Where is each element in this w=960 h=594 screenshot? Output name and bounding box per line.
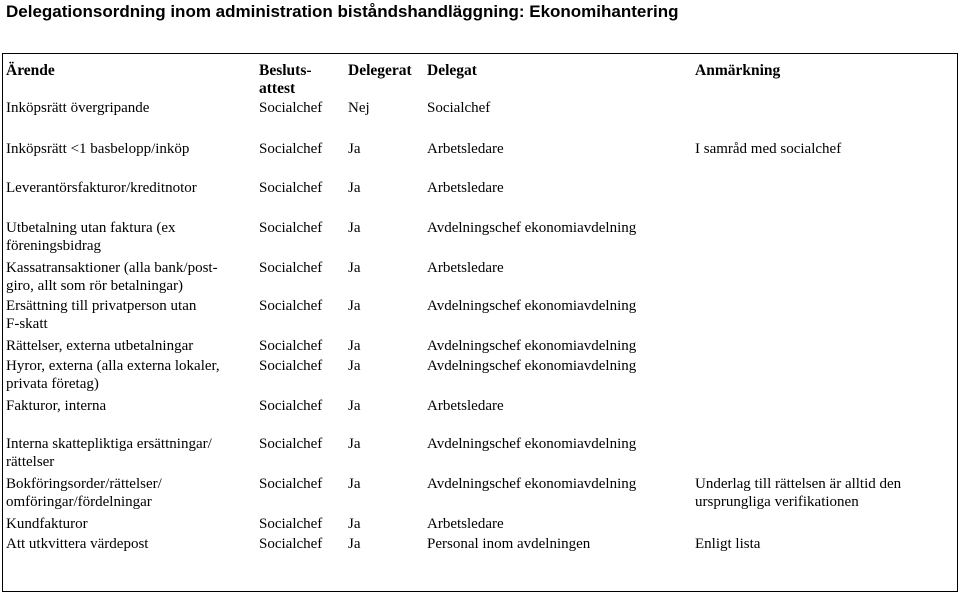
cell-delegat: Arbetsledare [427,180,504,196]
header-beslut-line1: Besluts- [259,62,312,79]
cell-arende: Leverantörsfakturor/kreditnotor [6,180,197,196]
header-arende: Ärende [6,62,55,79]
table-bottom-border [2,591,958,592]
cell-delegat: Arbetsledare [427,398,504,414]
cell-arende: giro, allt som rör betalningar) [6,278,184,294]
cell-delegerat: Nej [348,100,370,116]
cell-delegerat: Ja [348,516,361,532]
header-delegat: Delegat [427,62,477,79]
cell-arende: Inköpsrätt övergripande [6,100,150,116]
cell-arende: Bokföringsorder/rättelser/ [6,476,162,492]
cell-anmarkning: Underlag till rättelsen är alltid den [695,476,902,492]
cell-beslut: Socialchef [259,358,323,374]
cell-delegerat: Ja [348,180,361,196]
table-top-border [2,53,958,54]
cell-beslut: Socialchef [259,338,323,354]
cell-arende: Att utkvittera värdepost [6,536,149,552]
header-beslut-line2: attest [259,80,296,97]
cell-arende: Fakturor, interna [6,398,107,414]
cell-anmarkning: I samråd med socialchef [695,141,842,157]
cell-arende: Utbetalning utan faktura (ex [6,220,176,236]
cell-delegat: Arbetsledare [427,516,504,532]
cell-arende: Interna skattepliktiga ersättningar/ [6,436,212,452]
cell-arende: omföringar/fördelningar [6,494,152,510]
cell-delegerat: Ja [348,298,361,314]
cell-delegat: Avdelningschef ekonomiavdelning [427,476,637,492]
cell-delegat: Avdelningschef ekonomiavdelning [427,358,637,374]
header-delegerat: Delegerat [348,62,412,79]
cell-beslut: Socialchef [259,180,323,196]
table-left-border [2,53,3,592]
cell-beslut: Socialchef [259,260,323,276]
header-anmarkning: Anmärkning [695,62,781,79]
cell-beslut: Socialchef [259,298,323,314]
cell-beslut: Socialchef [259,536,323,552]
cell-arende: föreningsbidrag [6,238,101,254]
cell-delegat: Avdelningschef ekonomiavdelning [427,436,637,452]
cell-anmarkning: ursprungliga verifikationen [695,494,859,510]
table-right-border [957,53,958,592]
cell-delegat: Arbetsledare [427,141,504,157]
cell-delegerat: Ja [348,141,361,157]
cell-arende: Inköpsrätt <1 basbelopp/inköp [6,141,190,157]
cell-delegerat: Ja [348,220,361,236]
cell-arende: Kundfakturor [6,516,88,532]
cell-beslut: Socialchef [259,100,323,116]
cell-arende: F-skatt [6,316,48,332]
cell-beslut: Socialchef [259,220,323,236]
cell-delegerat: Ja [348,398,361,414]
cell-beslut: Socialchef [259,476,323,492]
cell-arende: rättelser [6,454,55,470]
cell-delegat: Socialchef [427,100,491,116]
cell-delegerat: Ja [348,536,361,552]
cell-arende: Rättelser, externa utbetalningar [6,338,194,354]
cell-delegat: Avdelningschef ekonomiavdelning [427,338,637,354]
cell-delegat: Avdelningschef ekonomiavdelning [427,298,637,314]
cell-delegerat: Ja [348,476,361,492]
cell-delegerat: Ja [348,358,361,374]
cell-arende: Kassatransaktioner (alla bank/post- [6,260,218,276]
cell-delegat: Personal inom avdelningen [427,536,591,552]
cell-arende: privata företag) [6,376,99,392]
cell-delegerat: Ja [348,338,361,354]
cell-beslut: Socialchef [259,141,323,157]
cell-delegat: Arbetsledare [427,260,504,276]
cell-arende: Hyror, externa (alla externa lokaler, [6,358,220,374]
cell-beslut: Socialchef [259,436,323,452]
cell-arende: Ersättning till privatperson utan [6,298,197,314]
cell-anmarkning: Enligt lista [695,536,761,552]
cell-delegerat: Ja [348,436,361,452]
cell-delegerat: Ja [348,260,361,276]
cell-beslut: Socialchef [259,516,323,532]
cell-delegat: Avdelningschef ekonomiavdelning [427,220,637,236]
cell-beslut: Socialchef [259,398,323,414]
page-title: Delegationsordning inom administration biståndshandläggning: Ekonomihantering [6,2,679,21]
